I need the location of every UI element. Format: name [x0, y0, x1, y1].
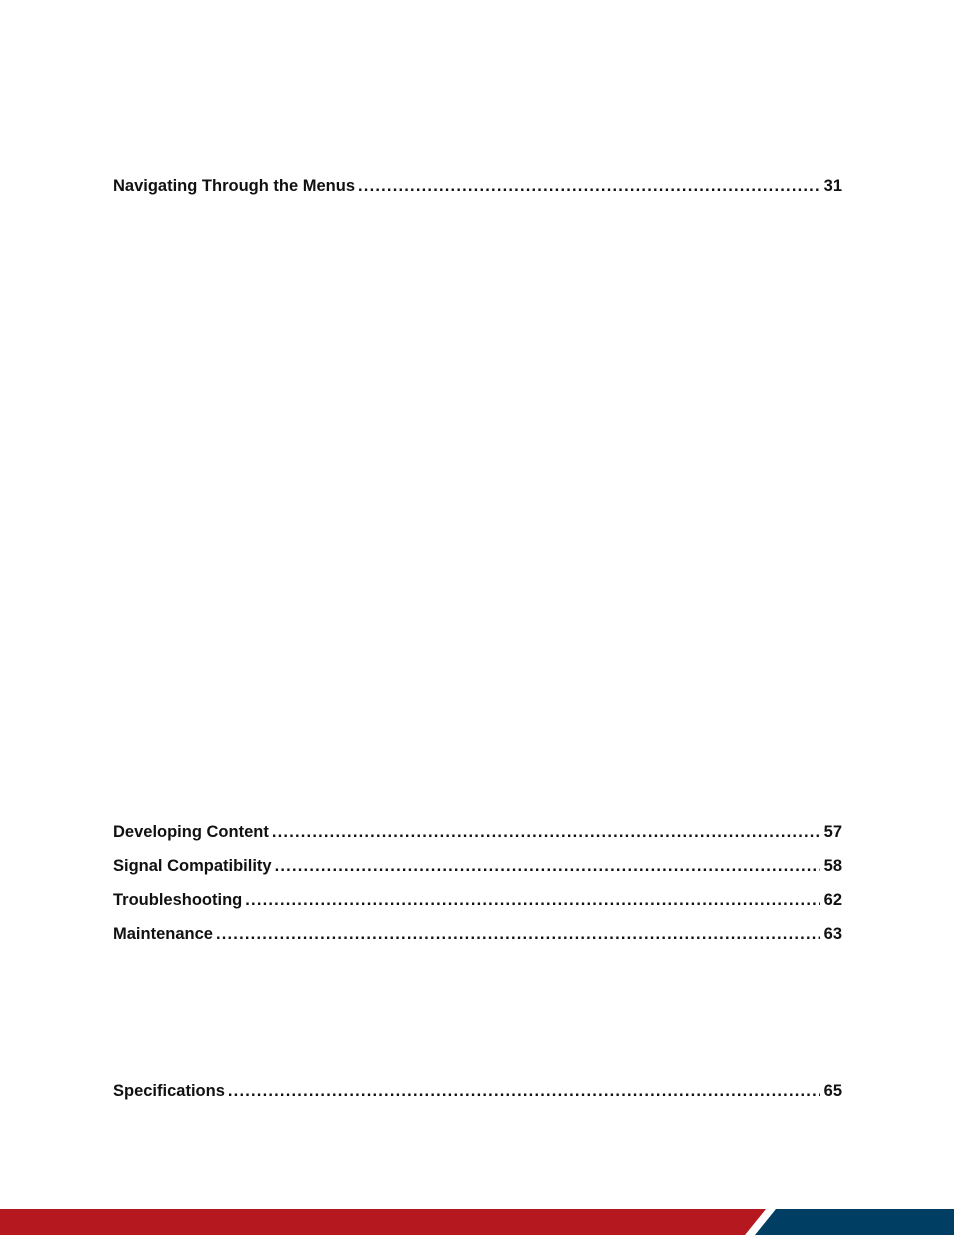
- toc-entry-title: Specifications: [113, 1082, 225, 1100]
- toc-dot-leader: [275, 854, 820, 878]
- toc-page-number: 58: [823, 857, 842, 875]
- toc-entry-title: Navigating Through the Menus: [113, 177, 355, 195]
- toc-entry-navigating-menus[interactable]: [113, 174, 842, 198]
- toc-dot-leader: [272, 820, 820, 844]
- toc-dot-leader: [358, 174, 820, 198]
- footer-red-stripe: [0, 1209, 766, 1235]
- toc-entry-maintenance[interactable]: [113, 922, 842, 946]
- toc-entry-title: Developing Content: [113, 823, 269, 841]
- toc-entry-specifications[interactable]: [113, 1079, 842, 1103]
- toc-page-number: 57: [823, 823, 842, 841]
- toc-page-number: 62: [823, 891, 842, 909]
- footer-blue-stripe: [755, 1209, 954, 1235]
- toc-entry-title: Signal Compatibility: [113, 857, 272, 875]
- toc-dot-leader: [245, 888, 819, 912]
- toc-page-number: 63: [823, 925, 842, 943]
- footer-band-graphic: [0, 1209, 954, 1235]
- footer-color-band: [0, 1209, 954, 1235]
- toc-entry-developing-content[interactable]: [113, 820, 842, 844]
- toc-entry-troubleshooting[interactable]: [113, 888, 842, 912]
- toc-page-number: 65: [823, 1082, 842, 1100]
- toc-entry-title: Maintenance: [113, 925, 213, 943]
- toc-entry-title: Troubleshooting: [113, 891, 243, 909]
- toc-dot-leader: [216, 922, 820, 946]
- toc-entry-signal-compatibility[interactable]: [113, 854, 842, 878]
- toc-dot-leader: [228, 1079, 820, 1103]
- toc-page-number: 31: [823, 177, 842, 195]
